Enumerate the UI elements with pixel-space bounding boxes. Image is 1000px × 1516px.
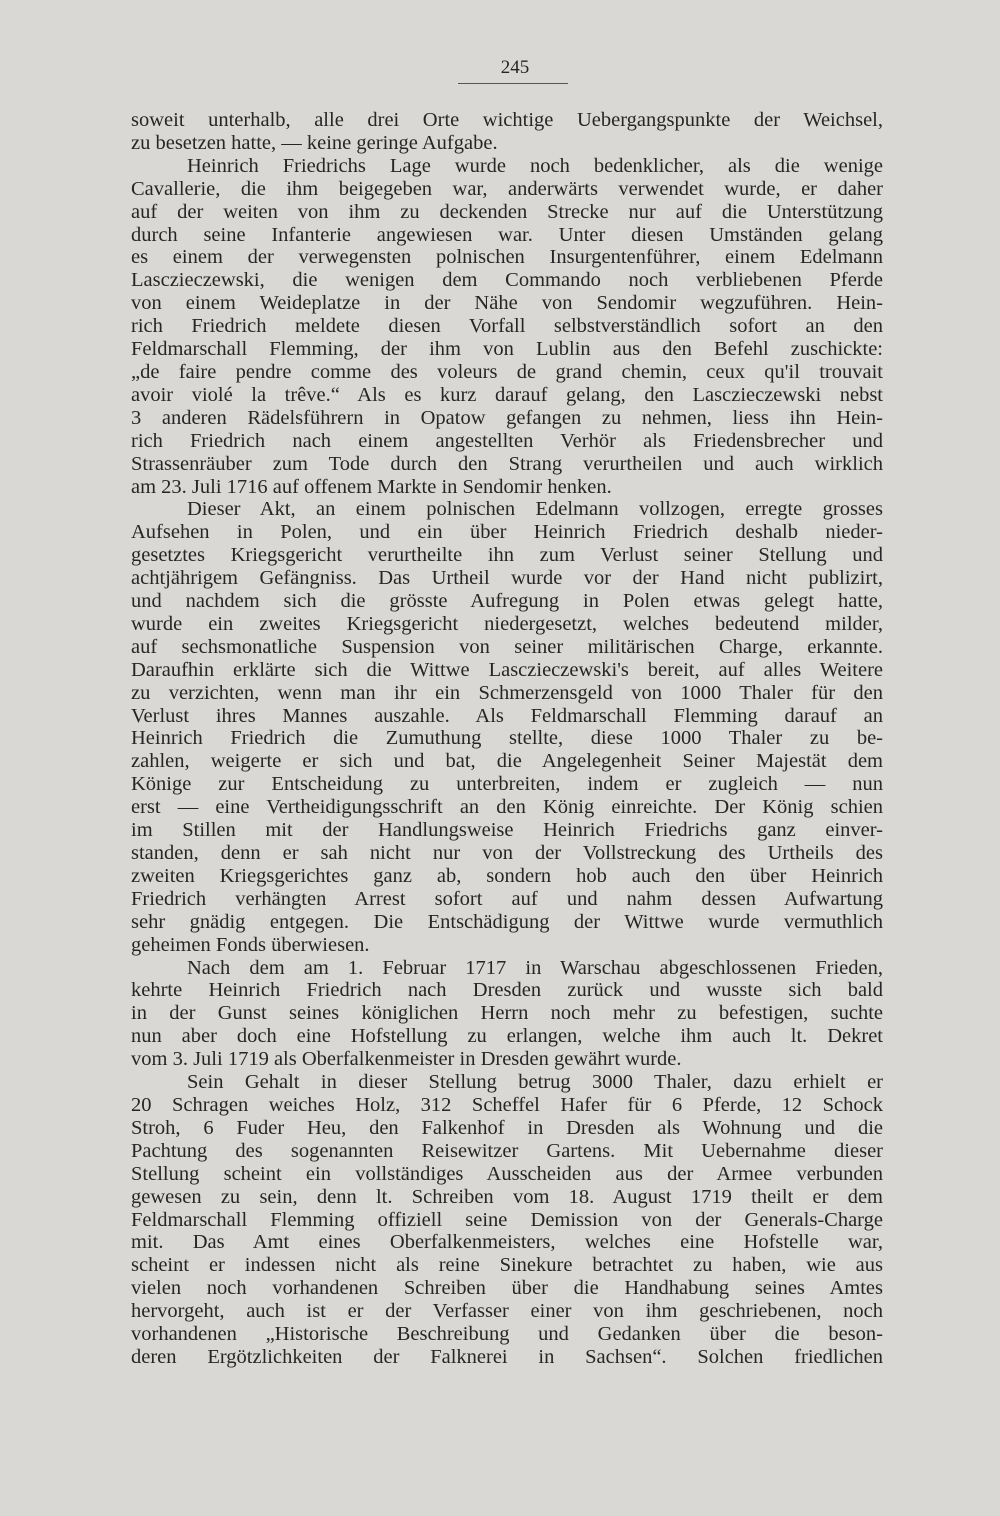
text-line: Pachtung des sogenannten Reisewitzer Gartens. Mit Uebernahme dieser (131, 1139, 883, 1162)
text-line: in der Gunst seines königlichen Herrn noch mehr zu befestigen, suchte (131, 1002, 883, 1025)
text-line: gesetztes Kriegsgericht verurtheilte ihn zum Verlust seiner Stellung und (131, 544, 883, 567)
text-line: auf sechsmonatliche Suspension von seiner militärischen Charge, erkannte. (131, 635, 883, 658)
text-line: Sein Gehalt in dieser Stellung betrug 3000 Thaler, dazu erhielt er (187, 1071, 883, 1094)
text-line: es einem der verwegensten polnischen Insurgentenführer, einem Edelmann (131, 246, 883, 269)
text-line: 20 Schragen weiches Holz, 312 Scheffel Hafer für 6 Pferde, 12 Schock (131, 1093, 883, 1116)
body-text (131, 109, 883, 1369)
text-line: „de faire pendre comme des voleurs de grand chemin, ceux qu'il trouvait (131, 360, 883, 383)
text-line: wurde ein zweites Kriegsgericht niedergesetzt, welches bedeutend milder, (131, 612, 883, 635)
text-line: nun aber doch eine Hofstellung zu erlangen, welche ihm auch lt. Dekret (131, 1025, 883, 1048)
text-line: mit. Das Amt eines Oberfalkenmeisters, welches eine Hofstelle war, (131, 1231, 883, 1254)
text-line: zu verzichten, wenn man ihr ein Schmerzensgeld von 1000 Thaler für den (131, 681, 883, 704)
text-line: Nach dem am 1. Februar 1717 in Warschau abgeschlossenen Frieden, (187, 956, 883, 979)
text-line: zu besetzen hatte, — keine geringe Aufgabe. (131, 131, 498, 154)
text-line: Heinrich Friedrichs Lage wurde noch bedenklicher, als die wenige (187, 154, 883, 177)
text-line: hervorgeht, auch ist er der Verfasser einer von ihm geschriebenen, noch (131, 1300, 883, 1323)
text-line: deren Ergötzlichkeiten der Falknerei in Sachsen“. Solchen friedlichen (131, 1345, 883, 1368)
text-line: avoir violé la trêve.“ Als es kurz darauf gelang, den Lasczieczewski nebst (131, 383, 883, 406)
text-line: im Stillen mit der Handlungsweise Heinrich Friedrichs ganz einver- (131, 819, 883, 842)
text-line: Aufsehen in Polen, und ein über Heinrich Friedrich deshalb nieder- (131, 521, 883, 544)
text-line: Könige zur Entscheidung zu unterbreiten, indem er zugleich — nun (131, 773, 883, 796)
text-line: am 23. Juli 1716 auf offenem Markte in Sendomir henken. (131, 475, 612, 498)
text-line: Stellung scheint ein vollständiges Ausscheiden aus der Armee verbunden (131, 1162, 883, 1185)
text-line: Lasczieczewski, die wenigen dem Commando noch verbliebenen Pferde (131, 269, 883, 292)
text-line: Dieser Akt, an einem polnischen Edelmann vollzogen, erregte grosses (187, 498, 883, 521)
text-line: Daraufhin erklärte sich die Wittwe Lasczieczewski's bereit, auf alles Weitere (131, 658, 883, 681)
text-line: achtjährigem Gefängniss. Das Urtheil wurde vor der Hand nicht publizirt, (131, 567, 883, 590)
text-line: scheint er indessen nicht als reine Sinekure betrachtet zu haben, wie aus (131, 1254, 883, 1277)
page-number: 245 (500, 57, 530, 78)
text-line: Feldmarschall Flemming offiziell seine Demission von der Generals-Charge (131, 1208, 883, 1231)
text-line: durch seine Infanterie angewiesen war. Unter diesen Umständen gelang (131, 223, 883, 246)
text-line: gewesen zu sein, denn lt. Schreiben vom 18. August 1719 theilt er dem (131, 1185, 883, 1208)
text-line: auf der weiten von ihm zu deckenden Strecke nur auf die Unterstützung (131, 200, 883, 223)
text-line: Cavallerie, die ihm beigegeben war, anderwärts verwendet wurde, er daher (131, 177, 883, 200)
text-line: soweit unterhalb, alle drei Orte wichtige Uebergangspunkte der Weichsel, (131, 109, 883, 131)
text-line: rich Friedrich meldete diesen Vorfall selbstverständlich sofort an den (131, 315, 883, 338)
text-line: zahlen, weigerte er sich und bat, die Angelegenheit Seiner Majestät dem (131, 750, 883, 773)
text-line: 3 anderen Rädelsführern in Opatow gefangen zu nehmen, liess ihn Hein- (131, 406, 883, 429)
text-line: erst — eine Vertheidigungsschrift an den König einreichte. Der König schien (131, 796, 883, 819)
text-line: zweiten Kriegsgerichtes ganz ab, sondern hob auch den über Heinrich (131, 864, 883, 887)
text-line: kehrte Heinrich Friedrich nach Dresden zurück und wusste sich bald (131, 979, 883, 1002)
text-line: Feldmarschall Flemming, der ihm von Lublin aus den Befehl zuschickte: (131, 338, 883, 361)
text-line: standen, denn er sah nicht nur von der Vollstreckung des Urtheils des (131, 842, 883, 864)
text-line: vom 3. Juli 1719 als Oberfalkenmeister in Dresden gewährt wurde. (131, 1048, 682, 1071)
text-line: Verlust ihres Mannes auszahle. Als Feldmarschall Flemming darauf an (131, 704, 883, 727)
text-line: vorhandenen „Historische Beschreibung und Gedanken über die beson- (131, 1323, 883, 1346)
text-line: Strassenräuber zum Tode durch den Strang verurtheilen und auch wirklich (131, 452, 883, 475)
text-line: Heinrich Friedrich die Zumuthung stellte, diese 1000 Thaler zu be- (131, 727, 883, 750)
text-line: von einem Weideplatze in der Nähe von Sendomir wegzuführen. Hein- (131, 292, 883, 315)
text-line: geheimen Fonds überwiesen. (131, 933, 370, 956)
text-line: rich Friedrich nach einem angestellten Verhör als Friedensbrecher und (131, 429, 883, 452)
text-line: Friedrich verhängten Arrest sofort auf und nahm dessen Aufwartung (131, 887, 883, 910)
text-line: Stroh, 6 Fuder Heu, den Falkenhof in Dresden als Wohnung und die (131, 1116, 883, 1139)
text-line: vielen noch vorhandenen Schreiben über die Handhabung seines Amtes (131, 1277, 883, 1300)
text-line: und nachdem sich die grösste Aufregung in Polen etwas gelegt hatte, (131, 590, 883, 613)
page-number-rule (458, 83, 568, 84)
text-line: sehr gnädig entgegen. Die Entschädigung der Wittwe wurde vermuthlich (131, 910, 883, 933)
